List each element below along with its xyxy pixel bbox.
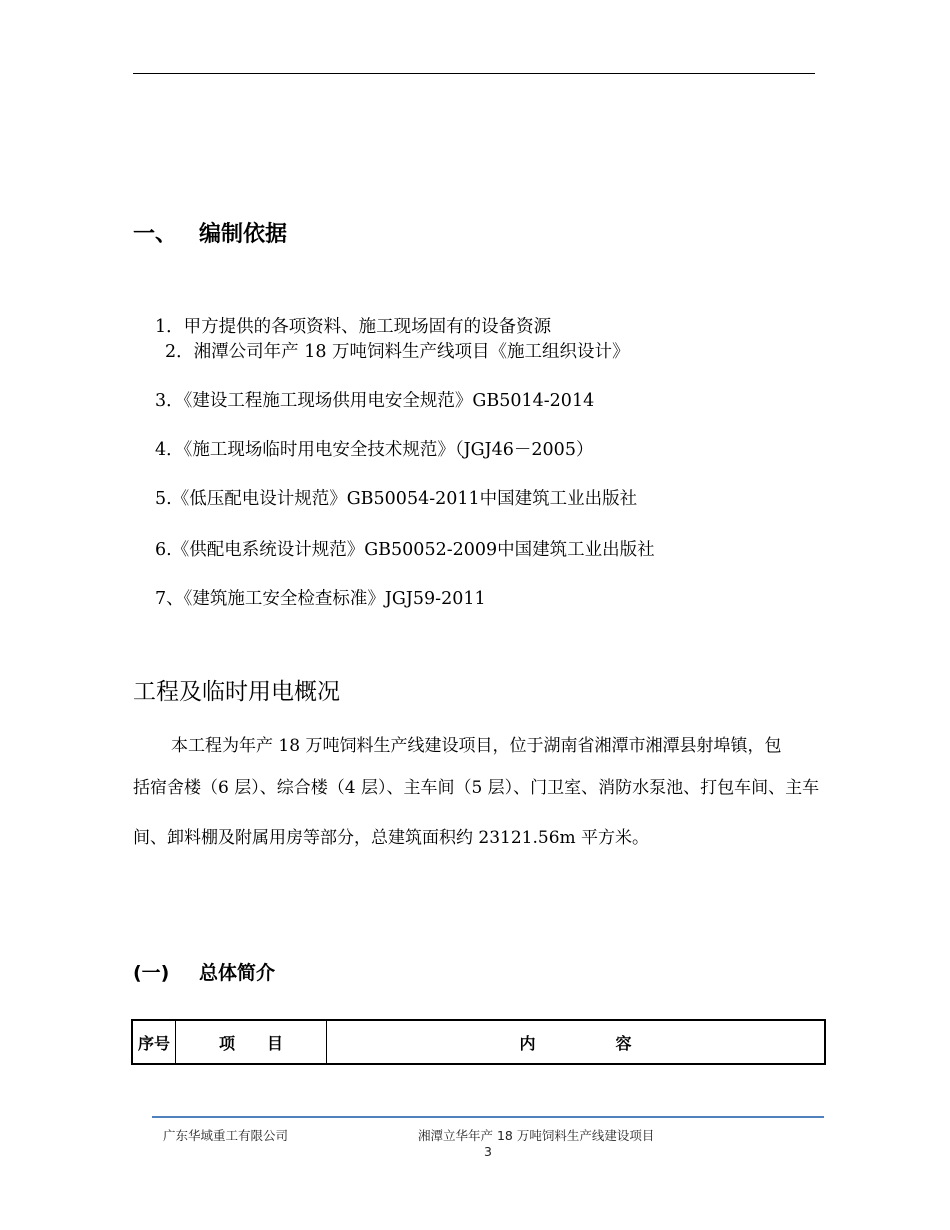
- header-cell-index: 序号: [132, 1020, 176, 1064]
- overview-line-1: 本工程为年产 18 万吨饲料生产线建设项目，位于湖南省湘潭市湘潭县射埠镇，包: [171, 736, 782, 756]
- subsection-title: 总体简介: [199, 962, 276, 984]
- section-heading: [133, 217, 287, 248]
- table-header-row: [132, 1020, 825, 1064]
- footer-company: 广东华域重工有限公司: [163, 1128, 289, 1143]
- overview-heading: 工程及临时用电概况: [133, 679, 340, 705]
- section-number: 一、: [133, 222, 178, 247]
- header-rule: [133, 73, 815, 74]
- subsection-number: (一): [133, 962, 170, 984]
- summary-table: [131, 1019, 826, 1065]
- section-title: 编制依据: [199, 222, 288, 247]
- footer-project: 湘潭立华年产 18 万吨饲料生产线建设项目: [418, 1128, 655, 1143]
- footer-rule: [152, 1116, 824, 1118]
- overview-line-2: 括宿舍楼（6 层）、综合楼（4 层）、主车间（5 层）、门卫室、消防水泵池、打包车间、主车: [133, 778, 820, 798]
- reference-item-5: 5.《低压配电设计规范》GB50054-2011中国建筑工业出版社: [155, 489, 638, 509]
- overview-line-3: 间、卸料棚及附属用房等部分，总建筑面积约 23121.56m 平方米。: [133, 828, 650, 848]
- reference-item-2: 2．湘潭公司年产 18 万吨饲料生产线项目《施工组织设计》: [165, 342, 630, 362]
- reference-item-1: 1．甲方提供的各项资料、施工现场固有的设备资源: [155, 317, 552, 337]
- reference-item-7: 7、《建筑施工安全检查标准》JGJ59-2011: [155, 589, 486, 609]
- reference-item-3: 3．《建设工程施工现场供用电安全规范》GB5014-2014: [155, 391, 595, 411]
- subsection-heading: [133, 958, 275, 985]
- reference-item-6: 6.《供配电系统设计规范》GB50052-2009中国建筑工业出版社: [155, 540, 655, 560]
- header-cell-content: 内 容: [327, 1020, 826, 1064]
- header-cell-item: 项 目: [176, 1020, 327, 1064]
- page-number: 3: [484, 1144, 492, 1159]
- reference-item-4: 4．《施工现场临时用电安全技术规范》（JGJ46－2005）: [155, 440, 594, 460]
